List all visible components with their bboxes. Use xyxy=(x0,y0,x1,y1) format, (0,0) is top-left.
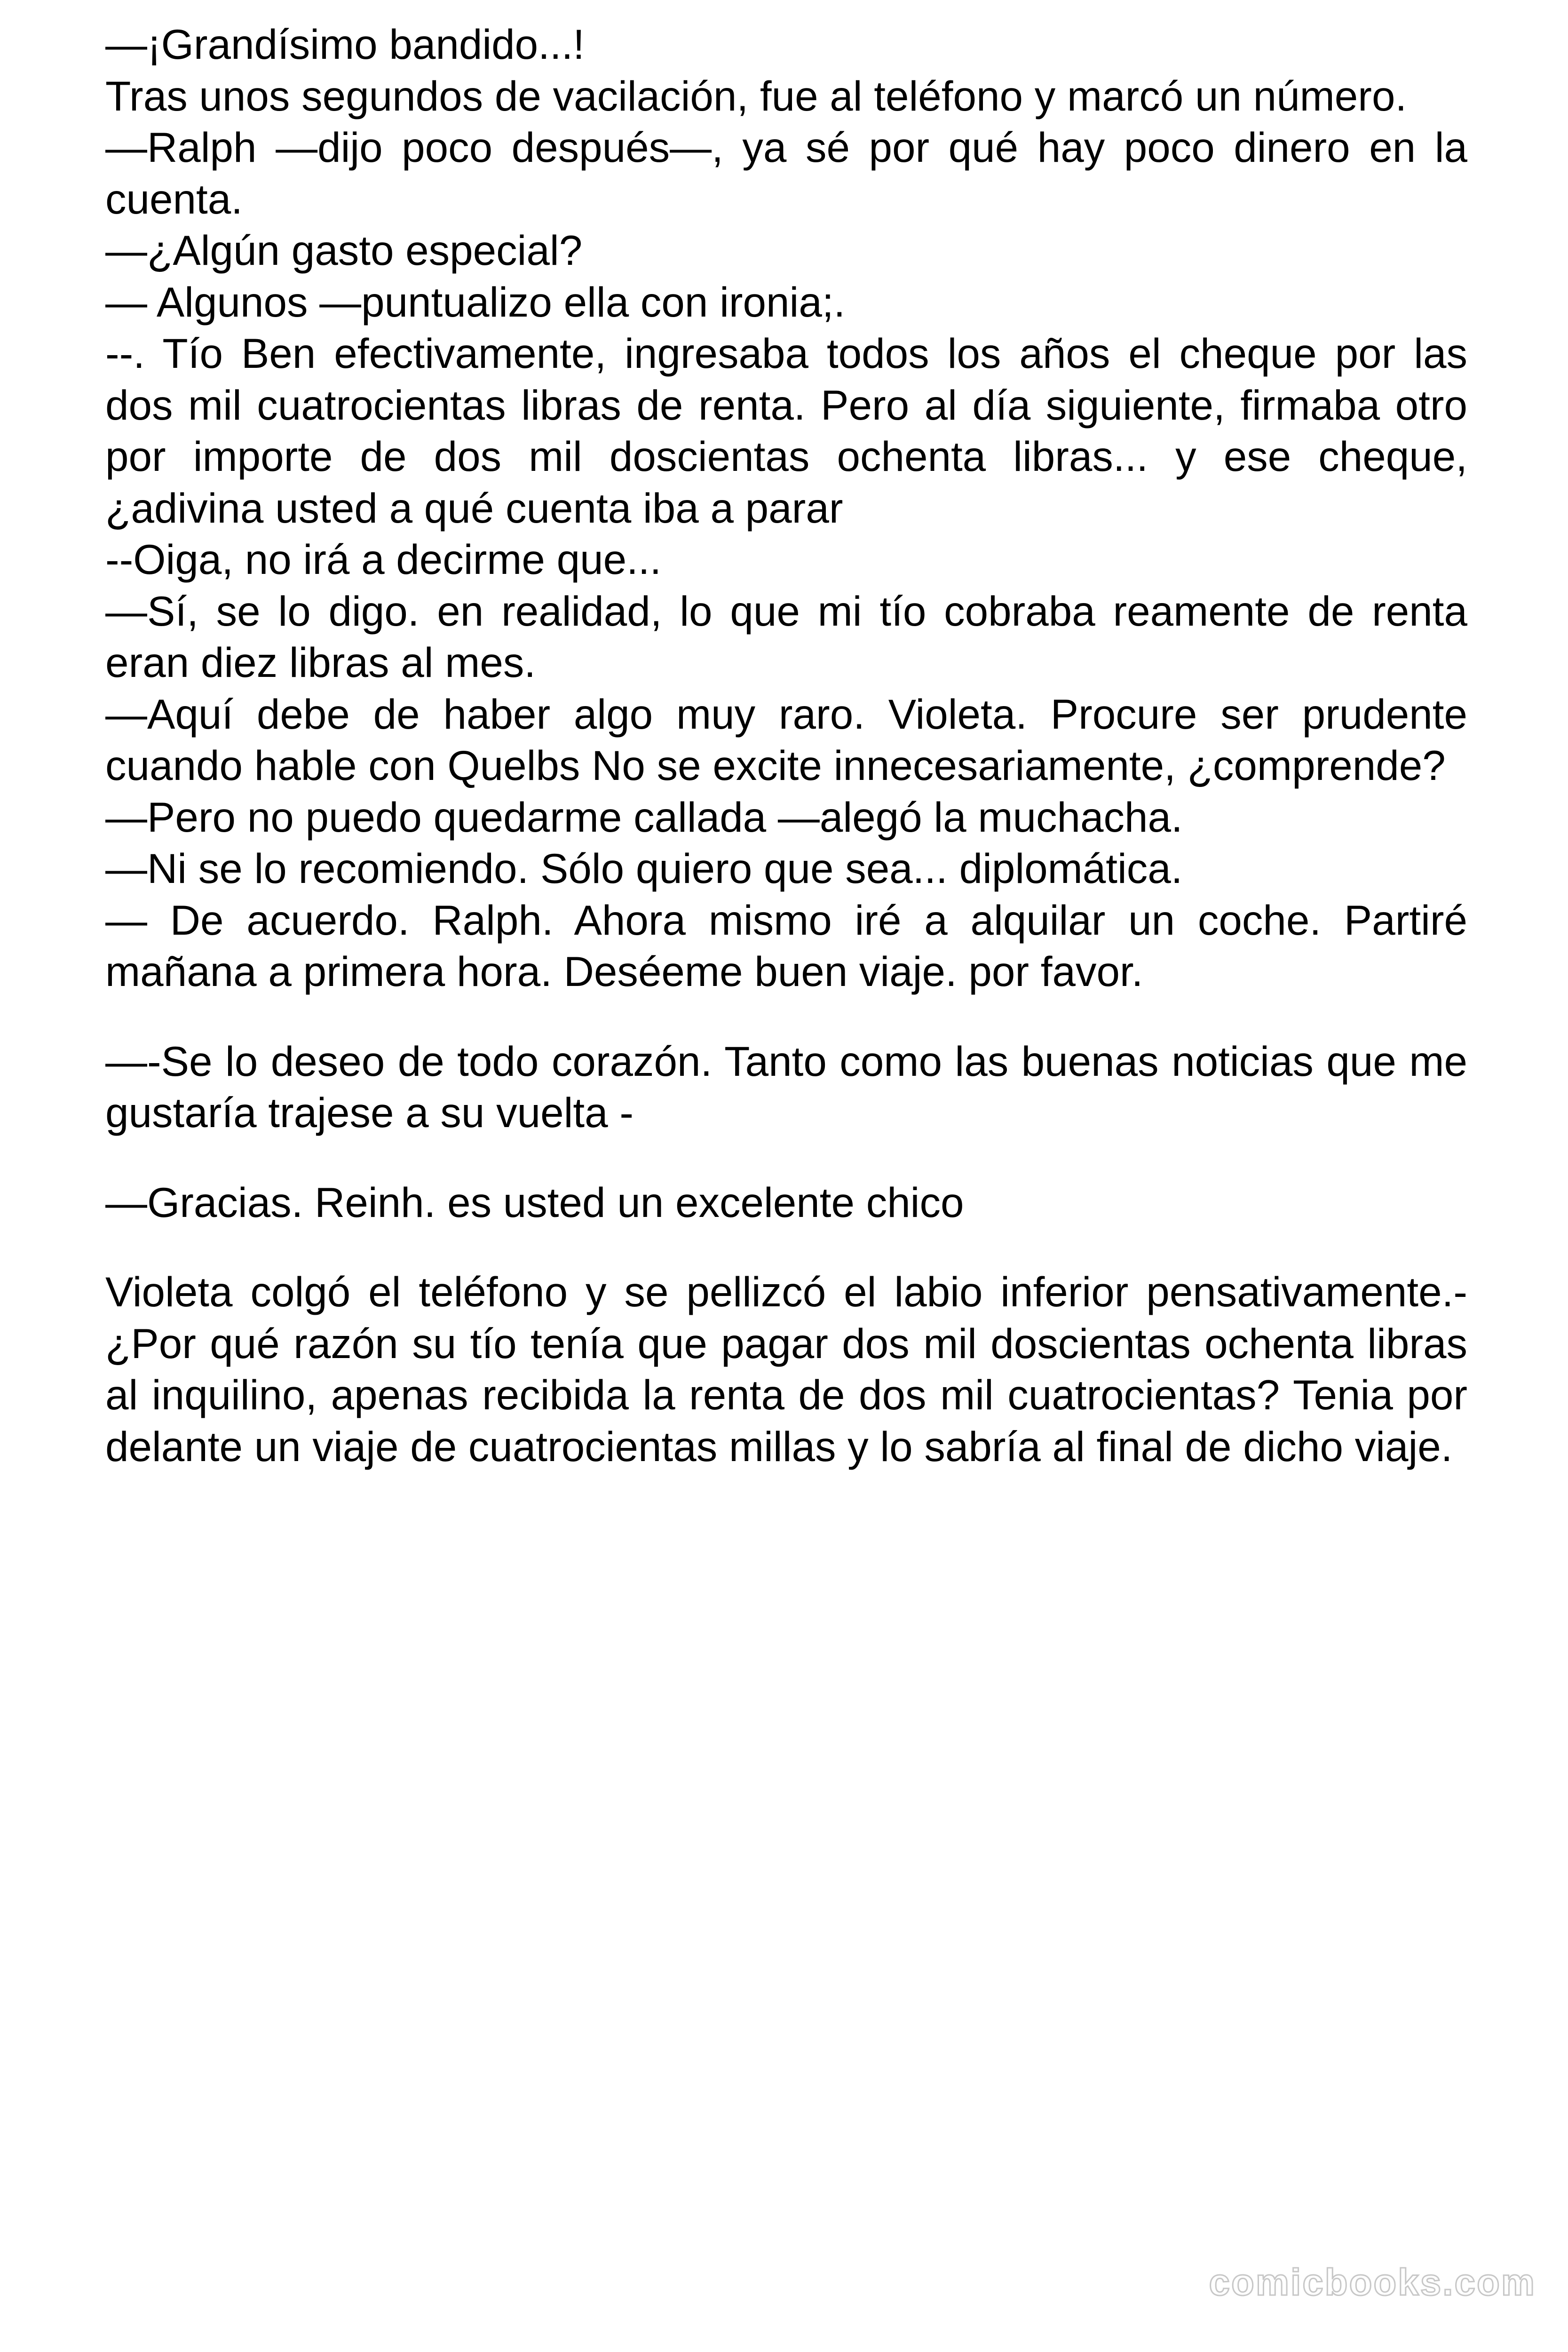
paragraph-5: — Algunos —puntualizo ella con ironia;. xyxy=(105,278,846,326)
paragraph-6: --. Tío Ben efectivamente, ingresaba todos los años el cheque por las dos mil cuatrocientas libras de renta. Pero al día siguiente, firmaba otro por importe de dos mil doscientas ochenta libras... y ese cheque, ¿adivina usted a qué cuenta iba a parar xyxy=(105,330,1467,532)
paragraph-7: --Oiga, no irá a decirme que... xyxy=(105,536,662,583)
paragraph-10: —Pero no puedo quedarme callada —alegó la muchacha. xyxy=(105,793,1183,841)
paragraph-8: —Sí, se lo digo. en realidad, lo que mi tío cobraba reamente de renta eran diez libras al mes. xyxy=(105,587,1467,686)
paragraph-4: —¿Algún gasto especial? xyxy=(105,227,583,274)
paragraph-15: Violeta colgó el teléfono y se pellizcó el labio inferior pensativamente.- ¿Por qué razón su tío tenía que pagar dos mil doscientas ochenta libras al inquilino, apenas recibida la renta de dos mil cuatrocientas? Tenia por delante un viaje de cuatrocientas millas y lo sabría al final de dicho viaje. xyxy=(105,1268,1467,1470)
paragraph-2: Tras unos segundos de vacilación, fue al teléfono y marcó un número. xyxy=(105,72,1407,119)
paragraph-3: —Ralph —dijo poco después—, ya sé por qué hay poco dinero en la cuenta. xyxy=(105,124,1467,222)
document-page xyxy=(105,19,1467,1472)
paragraph-12: — De acuerdo. Ralph. Ahora mismo iré a alquilar un coche. Partiré mañana a primera hora. Deséeme buen viaje. por favor. xyxy=(105,896,1467,995)
paragraph-13: —-Se lo deseo de todo corazón. Tanto como las buenas noticias que me gustaría trajese a su vuelta - xyxy=(105,1037,1467,1136)
paragraph-11: —Ni se lo recomiendo. Sólo quiero que sea... diplomática. xyxy=(105,845,1183,892)
paragraph-14: —Gracias. Reinh. es usted un excelente chico xyxy=(105,1178,964,1226)
site-watermark: comicbooks.com xyxy=(1209,2261,1536,2303)
paragraph-1: —¡Grandísimo bandido...! xyxy=(105,21,585,68)
paragraph-9: —Aquí debe de haber algo muy raro. Violeta. Procure ser prudente cuando hable con Quelbs No se excite innecesariamente, ¿comprende? xyxy=(105,690,1467,789)
